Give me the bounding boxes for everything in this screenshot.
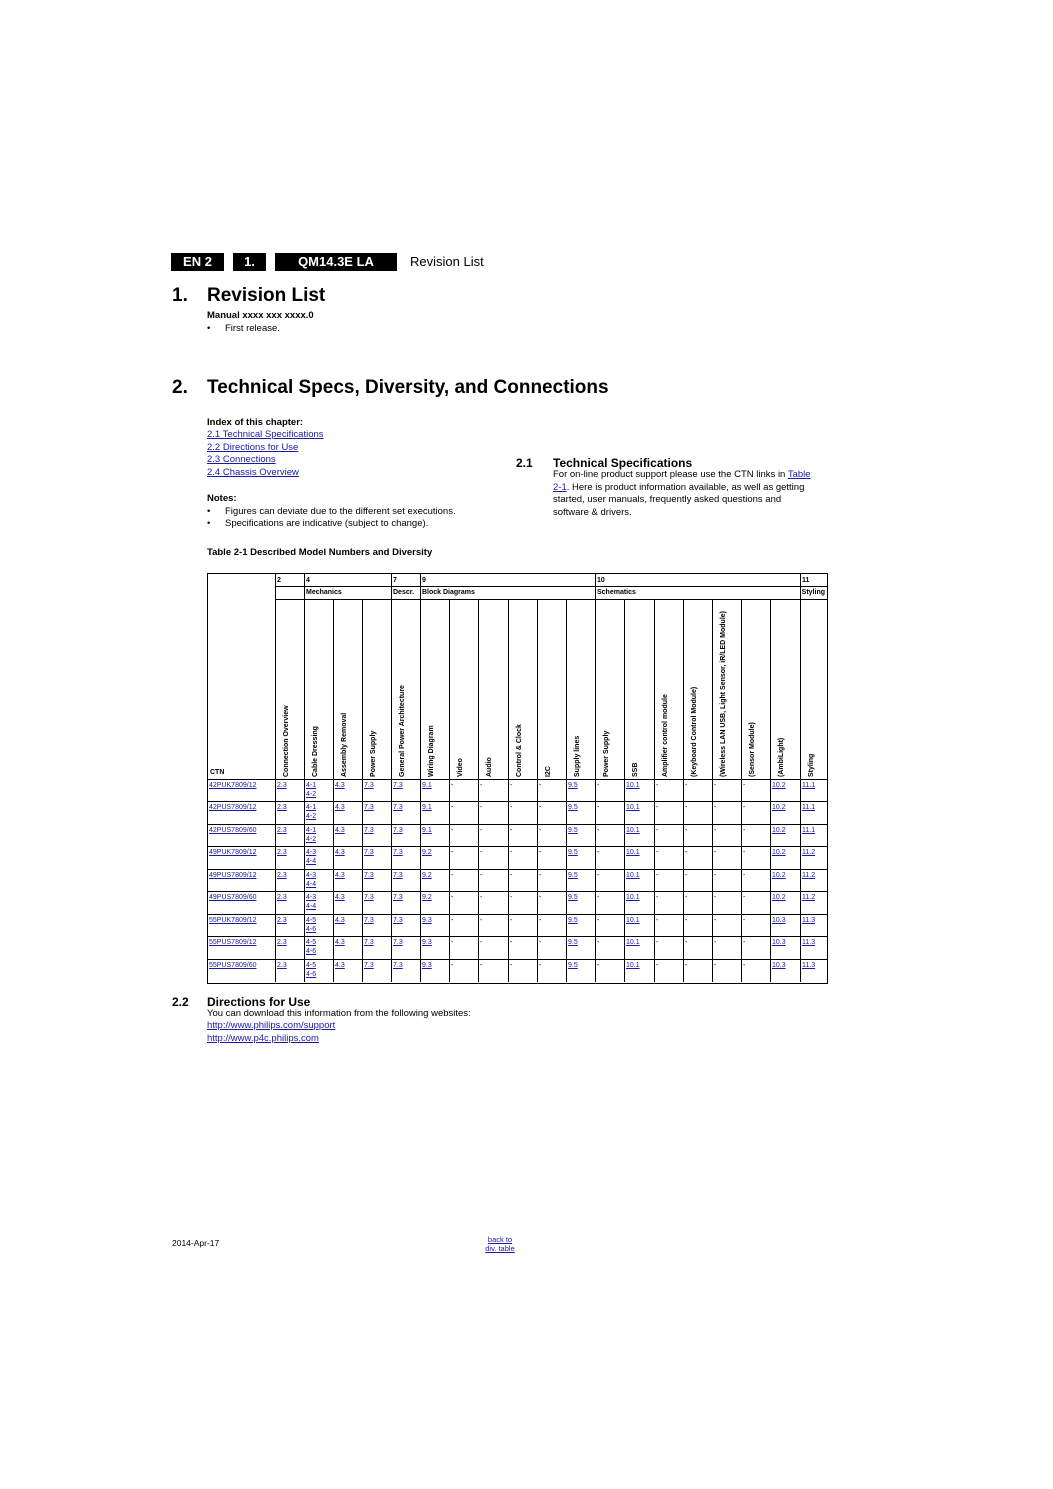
table-cell: - [714, 962, 717, 969]
table-cell-link[interactable]: 7.3 [393, 782, 403, 789]
table-cell: - [451, 894, 454, 901]
table-cell: - [451, 782, 454, 789]
table-cell: - [597, 894, 600, 901]
column-header: General Power Architecture [399, 685, 406, 777]
table-cell-link[interactable]: 10.1 [626, 962, 640, 969]
table-cell: - [714, 939, 717, 946]
table-cell-link[interactable]: 4-3 [306, 894, 317, 901]
chapter-number-cell: 2 [277, 577, 281, 584]
table-cell: - [743, 827, 746, 834]
table-cell-link[interactable]: 11.3 [802, 939, 816, 946]
table-cell: - [685, 849, 688, 856]
ctn-link[interactable]: 55PUS7809/60 [209, 962, 257, 969]
table-cell-link[interactable]: 7.3 [364, 872, 374, 879]
table-rule [208, 914, 827, 915]
section22-text: You can download this information from the following websites: [207, 1008, 471, 1019]
table-cell-link[interactable]: 9.1 [422, 804, 432, 811]
table-cell: - [714, 782, 717, 789]
index-link-connections[interactable]: 2.3 Connections [207, 454, 276, 465]
ctn-link[interactable]: 49PUS7809/12 [209, 872, 257, 879]
table-cell-link[interactable]: 11.1 [802, 827, 816, 834]
table-cell-link[interactable]: 9.5 [568, 894, 578, 901]
header-section-title: Revision List [410, 254, 484, 269]
table-cell-link[interactable]: 4.3 [335, 872, 345, 879]
table-rule [208, 959, 827, 960]
table-cell: - [743, 939, 746, 946]
table-rule [537, 599, 538, 982]
chapter2-title: Technical Specs, Diversity, and Connections [207, 377, 609, 398]
table-cell: - [714, 804, 717, 811]
table-cell: - [656, 872, 659, 879]
table-link-number[interactable]: 2-1 [553, 481, 567, 493]
table-cell: - [597, 782, 600, 789]
column-header: SSB [632, 762, 639, 777]
table-cell: - [743, 962, 746, 969]
table-cell: - [743, 872, 746, 879]
section21-line3: started, user manuals, frequently asked questions and [553, 494, 782, 505]
table-rule [595, 574, 596, 982]
table-rule [566, 599, 567, 982]
section21-line2: . Here is product information available, as well as getting [566, 481, 805, 493]
table-cell-link[interactable]: 4.3 [335, 827, 345, 834]
table-cell: - [714, 827, 717, 834]
table-cell: - [539, 827, 542, 834]
column-header: Audio [486, 757, 493, 777]
table-cell-link[interactable]: 7.3 [393, 894, 403, 901]
table-cell-link[interactable]: 7.3 [393, 827, 403, 834]
table-cell: - [656, 782, 659, 789]
table-rule [770, 599, 771, 982]
table-cell: - [480, 939, 483, 946]
note-text: Figures can deviate due to the different set executions. [225, 506, 456, 517]
ctn-header: CTN [210, 769, 225, 776]
table-cell: - [714, 872, 717, 879]
table-cell-link[interactable]: 4.3 [335, 849, 345, 856]
header-tag-chapter: 1. [233, 253, 266, 271]
table-cell: - [597, 827, 600, 834]
table-cell-link[interactable]: 10.2 [772, 849, 786, 856]
table-cell-link[interactable]: 9.5 [568, 782, 578, 789]
table-cell: - [480, 917, 483, 924]
column-header: Control & Clock [516, 724, 523, 777]
table-cell-link[interactable]: 2.3 [277, 804, 287, 811]
table-cell: - [685, 782, 688, 789]
table-rule [449, 599, 450, 982]
table-cell-link[interactable]: 11.3 [802, 962, 816, 969]
table-cell-link[interactable]: 4.3 [335, 917, 345, 924]
link-p4c-philips[interactable]: http://www.p4c.philips.com [207, 1033, 319, 1044]
table-cell-link[interactable]: 7.3 [364, 849, 374, 856]
ctn-link[interactable]: 49PUK7809/12 [209, 849, 257, 856]
table-cell: - [539, 804, 542, 811]
table-cell-link[interactable]: 2.3 [277, 917, 287, 924]
column-header: Wiring Diagram [428, 725, 435, 777]
table-cell-link[interactable]: 4-5 [306, 962, 317, 969]
table-cell-link[interactable]: 7.3 [393, 939, 403, 946]
table-cell: - [656, 849, 659, 856]
table-cell-link[interactable]: 4-5 [306, 939, 317, 946]
table-cell-link[interactable]: 4.3 [335, 782, 345, 789]
table-cell-link[interactable]: 9.3 [422, 939, 432, 946]
table-cell-link[interactable]: 4.3 [335, 962, 345, 969]
table-cell-link[interactable]: 9.5 [568, 962, 578, 969]
column-header: (AmbiLight) [778, 737, 785, 777]
note-text: Specifications are indicative (subject to change). [225, 518, 429, 529]
chapter1-heading [172, 284, 572, 308]
table-cell: - [510, 804, 513, 811]
table-cell-link[interactable]: 4-6 [306, 948, 317, 955]
table-cell-link[interactable]: 4-1 [306, 782, 317, 789]
group-header-cell: Styling [801, 589, 825, 596]
column-header: Power Supply [603, 730, 610, 777]
table-cell: - [656, 804, 659, 811]
section21-title: Technical Specifications [553, 456, 693, 470]
table-cell: - [510, 939, 513, 946]
table-cell-link[interactable]: 7.3 [364, 782, 374, 789]
notes-title: Notes: [207, 493, 237, 504]
table-cell: - [539, 894, 542, 901]
table-cell: - [656, 939, 659, 946]
table-cell-link[interactable]: 11.2 [802, 894, 816, 901]
header-tag-model: QM14.3E LA [275, 253, 397, 271]
table-cell: - [539, 962, 542, 969]
table-rule [420, 574, 421, 982]
ctn-link[interactable]: 55PUK7809/12 [209, 917, 257, 924]
table-cell-link[interactable]: 10.2 [772, 894, 786, 901]
table-cell-link[interactable]: 10.1 [626, 894, 640, 901]
table-cell: - [597, 804, 600, 811]
table-cell: - [656, 894, 659, 901]
table-cell-link[interactable]: 4-6 [306, 971, 317, 978]
table-cell-link[interactable]: 11.2 [802, 872, 816, 879]
group-header-cell: Schematics [597, 589, 636, 596]
table-cell-link[interactable]: 4-1 [306, 827, 317, 834]
table-cell: - [597, 872, 600, 879]
table-cell: - [685, 917, 688, 924]
table-cell: - [714, 917, 717, 924]
table-cell-link[interactable]: 9.3 [422, 962, 432, 969]
table-cell-link[interactable]: 10.1 [626, 917, 640, 924]
table-cell-link[interactable]: 4-3 [306, 849, 317, 856]
table-cell: - [451, 917, 454, 924]
table-cell-link[interactable]: 4-2 [306, 836, 317, 843]
table-rule [275, 599, 827, 600]
table-cell: - [656, 962, 659, 969]
table-cell-link[interactable]: 10.2 [772, 804, 786, 811]
table-rule [208, 779, 827, 780]
chapter1-title: Revision List [207, 285, 326, 306]
table-cell: - [480, 962, 483, 969]
column-header: Power Supply [370, 730, 377, 777]
index-link-specifications[interactable]: 2.1 Technical Specifications [207, 429, 324, 440]
table-cell-link[interactable]: 7.3 [393, 917, 403, 924]
table-cell: - [685, 939, 688, 946]
table-cell: - [597, 939, 600, 946]
table-cell-link[interactable]: 7.3 [393, 804, 403, 811]
table-cell-link[interactable]: 4.3 [335, 939, 345, 946]
manual-number: Manual xxxx xxx xxxx.0 [207, 310, 314, 321]
chapter-number-cell: 9 [422, 577, 426, 584]
table-cell: - [510, 827, 513, 834]
table-cell: - [510, 962, 513, 969]
table-cell-link[interactable]: 10.1 [626, 827, 640, 834]
chapter2-number: 2. [172, 377, 188, 398]
table-rule [391, 574, 392, 982]
table-cell-link[interactable]: 2.3 [277, 894, 287, 901]
table-cell: - [451, 872, 454, 879]
column-header: (Keyboard Control Module) [691, 686, 698, 777]
table-cell: - [743, 804, 746, 811]
table-cell-link[interactable]: 7.3 [364, 894, 374, 901]
table-cell-link[interactable]: 4-1 [306, 804, 317, 811]
table-cell: - [451, 962, 454, 969]
table-cell: - [597, 962, 600, 969]
column-header: Styling [808, 753, 815, 777]
table-cell-link[interactable]: 2.3 [277, 849, 287, 856]
group-header-cell: Mechanics [306, 589, 342, 596]
section21-line1: For on-line product support please use the CTN links in [553, 469, 786, 480]
table-rule [208, 936, 827, 937]
table-rule [275, 586, 827, 587]
table-cell-link[interactable]: 4-2 [306, 813, 317, 820]
table-cell-link[interactable]: 10.3 [772, 917, 786, 924]
index-title: Index of this chapter: [207, 417, 304, 428]
table-cell-link[interactable]: 10.1 [626, 872, 640, 879]
table-cell-link[interactable]: 10.1 [626, 782, 640, 789]
table-cell: - [451, 827, 454, 834]
table-cell-link[interactable]: 2.3 [277, 872, 287, 879]
chapter-number-cell: 10 [597, 577, 605, 584]
table-cell: - [597, 849, 600, 856]
table-cell-link[interactable]: 10.2 [772, 782, 786, 789]
table-rule [654, 599, 655, 982]
table-cell-link[interactable]: 9.5 [568, 939, 578, 946]
table-cell-link[interactable]: 10.2 [772, 872, 786, 879]
note-item: • Figures can deviate due to the different set executions. [207, 506, 456, 517]
table-cell-link[interactable]: 10.1 [626, 804, 640, 811]
table-cell-link[interactable]: 9.2 [422, 894, 432, 901]
table-cell: - [451, 849, 454, 856]
chapter-number-cell: 4 [306, 577, 310, 584]
table-cell: - [539, 849, 542, 856]
group-header-cell: Block Diagrams [422, 589, 475, 596]
table-rule [712, 599, 713, 982]
table-cell-link[interactable]: 9.1 [422, 782, 432, 789]
table-rule [208, 869, 827, 870]
table-cell-link[interactable]: 11.2 [802, 849, 816, 856]
column-header: Assembly Removal [341, 712, 348, 777]
table-cell-link[interactable]: 9.5 [568, 872, 578, 879]
table-cell-link[interactable]: 9.3 [422, 917, 432, 924]
table-cell-link[interactable]: 7.3 [364, 962, 374, 969]
section22-number: 2.2 [172, 995, 189, 1009]
table-cell-link[interactable]: 9.5 [568, 804, 578, 811]
back-to-table-link[interactable] [470, 1236, 530, 1253]
table-cell-link[interactable]: 2.3 [277, 939, 287, 946]
back-link-line1[interactable]: back to [487, 1235, 513, 1244]
section21-number: 2.1 [516, 456, 533, 470]
table-cell-link[interactable]: 4-4 [306, 903, 317, 910]
table-cell-link[interactable]: 4-5 [306, 917, 317, 924]
table-cell: - [510, 872, 513, 879]
header-tag-en: EN 2 [171, 253, 224, 271]
table-cell: - [685, 894, 688, 901]
table-cell: - [539, 917, 542, 924]
table-cell-link[interactable]: 9.2 [422, 872, 432, 879]
chapter-number-cell: 7 [393, 577, 397, 584]
table-rule [741, 599, 742, 982]
table-cell: - [539, 939, 542, 946]
table-cell-link[interactable]: 4-4 [306, 881, 317, 888]
section21-text [553, 469, 843, 519]
table-cell-link[interactable]: 7.3 [364, 804, 374, 811]
table-cell-link[interactable]: 9.5 [568, 917, 578, 924]
table-cell-link[interactable]: 11.3 [802, 917, 816, 924]
table-cell-link[interactable]: 10.1 [626, 939, 640, 946]
table-caption: Table 2-1 Described Model Numbers and Diversity [207, 547, 433, 558]
table-cell: - [743, 782, 746, 789]
revision-bullet-text: First release. [225, 323, 280, 334]
table-rule [208, 846, 827, 847]
table-cell: - [510, 849, 513, 856]
index-link-directions[interactable]: 2.2 Directions for Use [207, 442, 299, 453]
back-link-line2[interactable]: div. table [485, 1243, 515, 1253]
table-cell-link[interactable]: 4-2 [306, 791, 317, 798]
table-rule [208, 824, 827, 825]
table-cell: - [480, 782, 483, 789]
table-cell-link[interactable]: 9.2 [422, 849, 432, 856]
table-cell: - [539, 782, 542, 789]
column-header: I2C [545, 766, 552, 777]
table-rule [208, 801, 827, 802]
column-header: Connection Overview [283, 705, 290, 777]
ctn-link[interactable]: 42PUS7809/60 [209, 827, 257, 834]
ctn-link[interactable]: 55PUS7809/12 [209, 939, 257, 946]
table-cell: - [714, 894, 717, 901]
table-cell: - [451, 939, 454, 946]
table-rule [478, 599, 479, 982]
table-cell: - [743, 894, 746, 901]
table-rule [304, 574, 305, 982]
table-rule [683, 599, 684, 982]
table-link[interactable]: Table [787, 469, 811, 480]
table-rule [275, 574, 276, 982]
table-cell: - [480, 827, 483, 834]
table-cell-link[interactable]: 7.3 [393, 849, 403, 856]
table-cell: - [743, 917, 746, 924]
ctn-link[interactable]: 42PUK7809/12 [209, 782, 257, 789]
table-cell: - [743, 849, 746, 856]
section21-line4: software & drivers. [553, 506, 632, 518]
table-cell-link[interactable]: 9.5 [568, 849, 578, 856]
table-rule [624, 599, 625, 982]
table-cell-link[interactable]: 11.1 [802, 782, 816, 789]
table-rule [208, 891, 827, 892]
table-cell: - [714, 849, 717, 856]
table-cell: - [656, 917, 659, 924]
table-cell-link[interactable]: 7.3 [364, 939, 374, 946]
table-cell: - [539, 872, 542, 879]
column-header: Supply lines [574, 735, 581, 777]
table-cell: - [685, 962, 688, 969]
table-cell: - [480, 872, 483, 879]
table-cell-link[interactable]: 10.3 [772, 939, 786, 946]
table-cell-link[interactable]: 9.1 [422, 827, 432, 834]
column-header: Amplifier control module [662, 694, 669, 777]
table-cell-link[interactable]: 4-6 [306, 926, 317, 933]
diversity-table [207, 573, 828, 984]
chapter-number-cell: 11 [802, 577, 810, 584]
table-cell-link[interactable]: 10.1 [626, 849, 640, 856]
table-cell-link[interactable]: 7.3 [393, 962, 403, 969]
table-cell-link[interactable]: 4-4 [306, 858, 317, 865]
table-rule [508, 599, 509, 982]
group-header-cell: Descr. [393, 589, 415, 596]
table-cell-link[interactable]: 4.3 [335, 804, 345, 811]
table-cell: - [480, 894, 483, 901]
table-cell: - [685, 804, 688, 811]
link-philips-support[interactable]: http://www.philips.com/support [207, 1020, 336, 1031]
ctn-link[interactable]: 42PUS7809/12 [209, 804, 257, 811]
table-cell: - [597, 917, 600, 924]
ctn-link[interactable]: 49PUS7809/60 [209, 894, 257, 901]
table-cell: - [685, 827, 688, 834]
table-rule [362, 599, 363, 982]
table-cell-link[interactable]: 7.3 [364, 917, 374, 924]
table-cell-link[interactable]: 4.3 [335, 894, 345, 901]
table-cell-link[interactable]: 9.5 [568, 827, 578, 834]
table-cell-link[interactable]: 2.3 [277, 827, 287, 834]
table-cell: - [656, 827, 659, 834]
footer-date: 2014-Apr-17 [172, 1238, 220, 1248]
table-cell-link[interactable]: 11.1 [802, 804, 816, 811]
chapter2-heading [172, 376, 772, 400]
revision-bullet: • First release. [207, 323, 280, 334]
table-cell-link[interactable]: 2.3 [277, 962, 287, 969]
section22-title: Directions for Use [207, 995, 311, 1009]
table-cell-link[interactable]: 7.3 [364, 827, 374, 834]
table-rule [800, 574, 801, 982]
table-cell: - [510, 917, 513, 924]
table-cell-link[interactable]: 4-3 [306, 872, 317, 879]
table-cell: - [510, 782, 513, 789]
column-header: Video [457, 758, 464, 777]
table-rule [333, 599, 334, 982]
column-header: (Sensor Module) [749, 722, 756, 777]
column-header: (Wireless LAN USB, Light Sensor, iR/LED Module) [720, 610, 727, 777]
table-cell-link[interactable]: 7.3 [393, 872, 403, 879]
table-cell-link[interactable]: 10.3 [772, 962, 786, 969]
column-header: Cable Dressing [312, 726, 319, 777]
table-cell: - [480, 804, 483, 811]
table-cell: - [480, 849, 483, 856]
table-cell: - [685, 872, 688, 879]
table-cell: - [510, 894, 513, 901]
chapter1-number: 1. [172, 285, 188, 306]
index-link-chassis[interactable]: 2.4 Chassis Overview [207, 467, 299, 478]
table-cell: - [451, 804, 454, 811]
table-cell-link[interactable]: 10.2 [772, 827, 786, 834]
table-cell-link[interactable]: 2.3 [277, 782, 287, 789]
note-item: • Specifications are indicative (subject to change). [207, 518, 429, 529]
